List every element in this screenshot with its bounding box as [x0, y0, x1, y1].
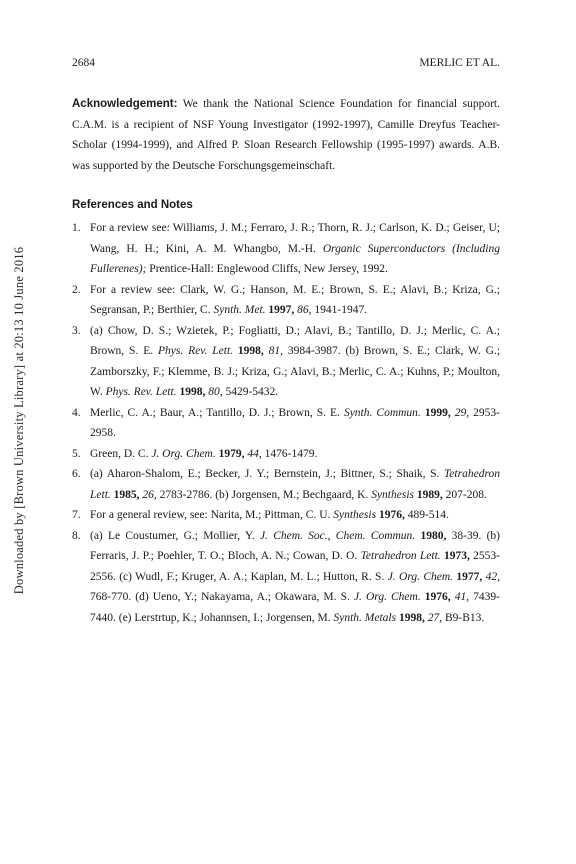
reference-item — [72, 321, 500, 403]
reference-text: (a) Aharon-Shalom, E.; Becker, J. Y.; Bernstein, J.; Bittner, S.; Shaik, S. Tetrahedron Lett. 1985, 26, 2783-2786. (b) Jorgensen, M.; Bechgaard, K. Synthesis 1989, 207-208. — [90, 468, 500, 501]
download-watermark-text: Downloaded by [Brown University Library] at 20:13 10 June 2016 — [12, 246, 27, 594]
reference-item — [72, 218, 500, 280]
journal-page — [72, 56, 500, 628]
running-title: MERLIC ET AL. — [419, 57, 500, 69]
reference-number: 1. — [72, 222, 81, 234]
reference-text: For a review see: Williams, J. M.; Ferraro, J. R.; Thorn, R. J.; Carlson, K. D.; Geiser, U; Wang, H. H.; Kini, A. M. Whangbo, M.-H. Organic Superconductors (Including Fullerenes); Prentice-Hall: Englewood Cliffs, New Jersey, 1992. — [90, 222, 500, 275]
download-watermark — [10, 190, 30, 650]
reference-item — [72, 505, 500, 526]
acknowledgement-text: We thank the National Science Foundation for financial support. C.A.M. is a recipient of NSF Young Investigator (1992-1997), Camille Dreyfus Teacher-Scholar (1994-1999), and Alfred P. Sloan Research Fellowship (1995-1997) awards. A.B. was supported by the Deutsche Forschungsgemeinschaft. — [72, 98, 500, 172]
reference-number: 5. — [72, 447, 81, 460]
reference-text: Green, D. C. J. Org. Chem. 1979, 44, 1476-1479. — [90, 447, 318, 460]
reference-text: For a general review, see: Narita, M.; Pittman, C. U. Synthesis 1976, 489-514. — [90, 509, 449, 521]
reference-number: 7. — [72, 509, 81, 521]
reference-number: 8. — [72, 529, 81, 542]
reference-item — [72, 526, 500, 629]
references-list — [72, 218, 500, 628]
reference-number: 3. — [72, 324, 81, 337]
reference-text: Merlic, C. A.; Baur, A.; Tantillo, D. J.; Brown, S. E. Synth. Commun. 1999, 29, 2953-2958. — [90, 406, 500, 439]
running-header — [72, 56, 500, 70]
references-heading: References and Notes — [72, 199, 193, 211]
reference-number: 2. — [72, 283, 81, 296]
reference-item — [72, 464, 500, 505]
reference-text: (a) Chow, D. S.; Wzietek, P.; Fogliatti, D.; Alavi, B.; Tantillo, D. J.; Merlic, C. A.; Brown, S. E. Phys. Rev. Lett. 1998, 81, 3984-3987. (b) Brown, S. E.; Clark, W. G.; Zamborszky, F.; Klemme, B. J.; Kriza, G.; Alavi, B.; Merlic, C. A.; Kuhns, P.; Moulton, W. Phys. Rev. Lett. 1998, 80, 5429-5432. — [90, 324, 501, 398]
reference-item — [72, 280, 500, 321]
reference-item — [72, 403, 500, 444]
reference-text: For a review see: Clark, W. G.; Hanson, M. E.; Brown, S. E.; Alavi, B.; Kriza, G.; Segransan, P.; Berthier, C. Synth. Met. 1997, 86, 1941-1947. — [90, 283, 500, 316]
reference-number: 6. — [72, 468, 81, 480]
reference-item — [72, 444, 500, 465]
reference-text: (a) Le Coustumer, G.; Mollier, Y. J. Chem. Soc., Chem. Commun. 1980, 38-39. (b) Ferraris, J. P.; Poehler, T. O.; Bloch, A. N.; Cowan, D. O. Tetrahedron Lett. 1973, 2553-2556. (c) Wudl, F.; Kruger, A. A.; Kaplan, M. L.; Hutton, R. S. J. Org. Chem. 1977, 42, 768-770. (d) Ueno, Y.; Nakayama, A.; Okawara, M. S. J. Org. Chem. 1976, 41, 7439-7440. (e) Lerstrtup, K.; Johannsen, I.; Jorgensen, M. Synth. Metals 1998, 27, B9-B13. — [90, 529, 501, 624]
acknowledgement-label: Acknowledgement: — [72, 98, 178, 110]
reference-number: 4. — [72, 406, 81, 419]
page-number: 2684 — [72, 57, 95, 69]
acknowledgement-paragraph — [72, 94, 500, 176]
